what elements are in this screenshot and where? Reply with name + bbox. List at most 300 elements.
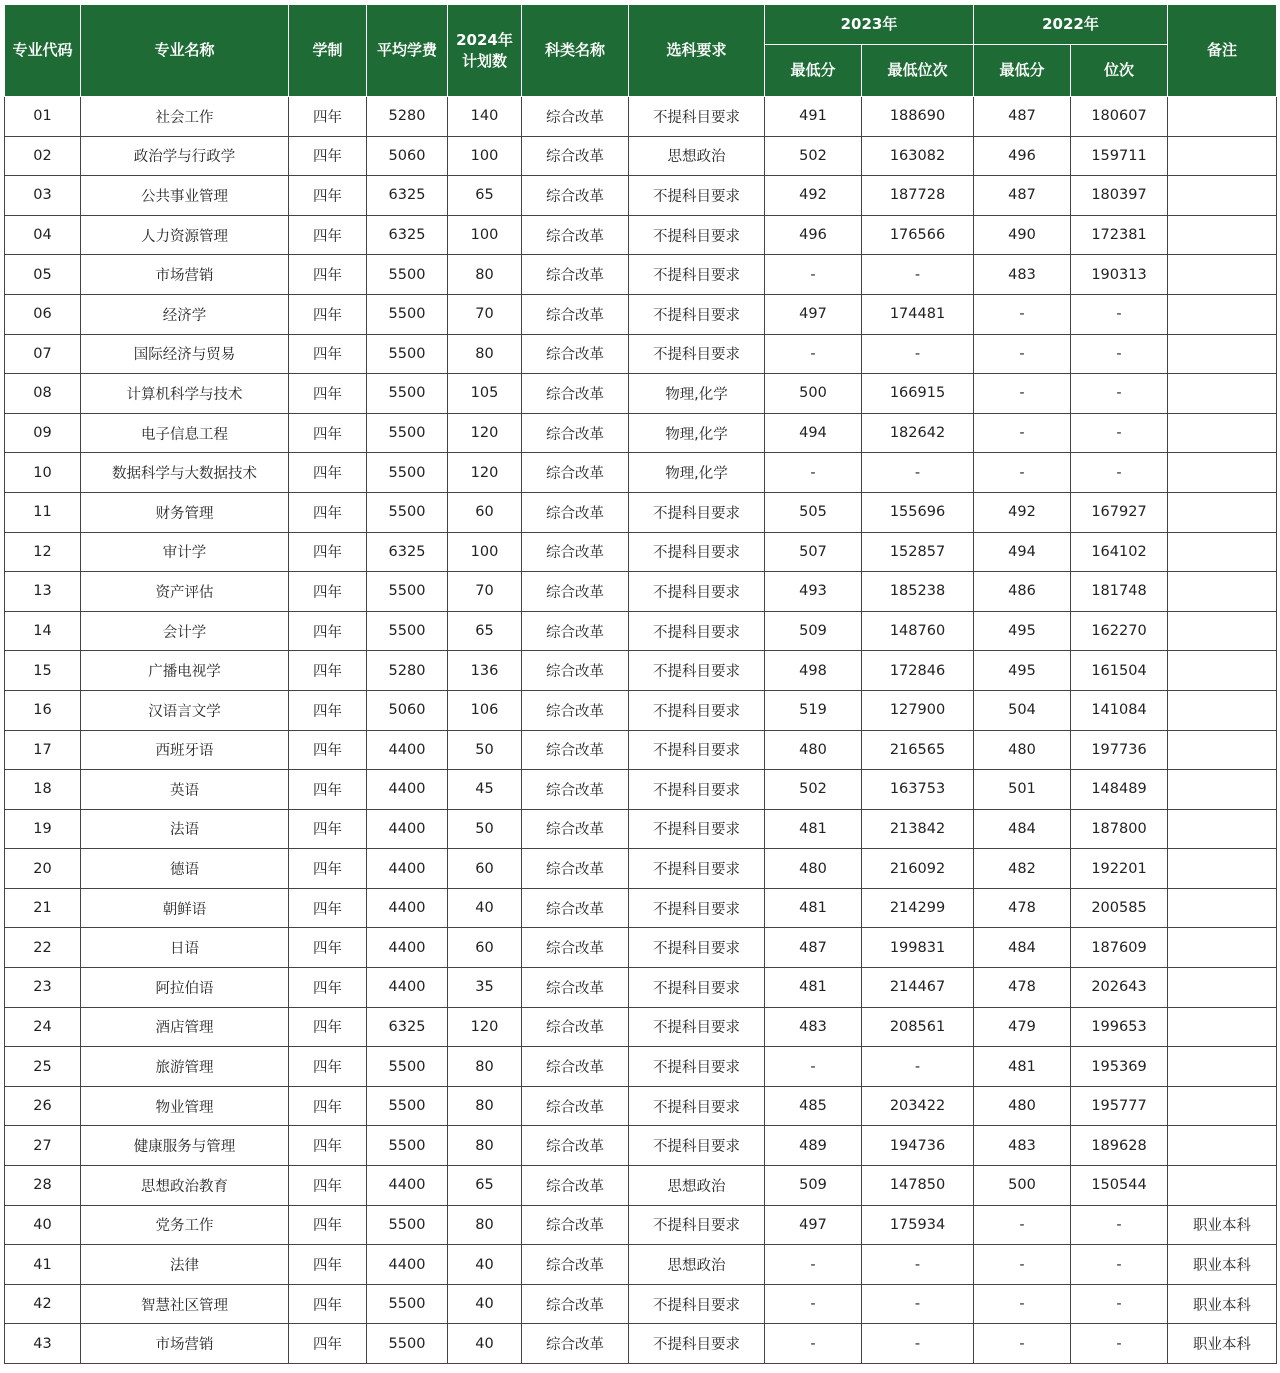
cell-subject: 不提科目要求 [629,770,765,810]
cell-code: 15 [5,651,81,691]
cell-min-rank-2023: - [862,453,974,493]
cell-min-score-2023: 485 [765,1086,862,1126]
cell-min-score-2023: 491 [765,97,862,137]
cell-code: 10 [5,453,81,493]
cell-min-score-2023: 481 [765,968,862,1008]
cell-min-score-2022: 501 [974,770,1071,810]
cell-name: 思想政治教育 [81,1166,289,1206]
cell-fee: 5500 [367,413,448,453]
cell-name: 数据科学与大数据技术 [81,453,289,493]
cell-min-rank-2023: 187728 [862,176,974,216]
header-rank-2022: 位次 [1071,45,1168,97]
cell-name: 智慧社区管理 [81,1284,289,1324]
cell-plan: 120 [448,1007,522,1047]
cell-category: 综合改革 [522,770,629,810]
cell-code: 20 [5,849,81,889]
cell-note [1168,888,1277,928]
header-plan [448,5,522,97]
cell-duration: 四年 [289,611,367,651]
cell-name: 广播电视学 [81,651,289,691]
cell-name: 阿拉伯语 [81,968,289,1008]
cell-plan: 60 [448,849,522,889]
table-row [5,968,1277,1008]
cell-min-score-2022: 487 [974,97,1071,137]
cell-fee: 5500 [367,334,448,374]
cell-rank-2022: 190313 [1071,255,1168,295]
cell-note [1168,651,1277,691]
cell-min-score-2022: - [974,294,1071,334]
cell-plan: 100 [448,215,522,255]
cell-category: 综合改革 [522,690,629,730]
cell-fee: 5500 [367,611,448,651]
cell-name: 酒店管理 [81,1007,289,1047]
cell-note: 职业本科 [1168,1205,1277,1245]
cell-min-rank-2023: - [862,1324,974,1364]
cell-fee: 4400 [367,1166,448,1206]
cell-note [1168,334,1277,374]
cell-min-rank-2023: 175934 [862,1205,974,1245]
cell-subject: 不提科目要求 [629,176,765,216]
cell-code: 09 [5,413,81,453]
cell-rank-2022: 200585 [1071,888,1168,928]
cell-min-score-2022: 478 [974,888,1071,928]
cell-subject: 不提科目要求 [629,334,765,374]
cell-min-score-2022: 486 [974,572,1071,612]
table-body [5,97,1277,1364]
cell-min-rank-2023: 163753 [862,770,974,810]
cell-category: 综合改革 [522,1007,629,1047]
cell-name: 计算机科学与技术 [81,374,289,414]
cell-category: 综合改革 [522,255,629,295]
cell-plan: 140 [448,97,522,137]
cell-fee: 4400 [367,888,448,928]
cell-name: 法律 [81,1245,289,1285]
cell-min-score-2023: 481 [765,809,862,849]
cell-plan: 50 [448,809,522,849]
cell-min-rank-2023: 147850 [862,1166,974,1206]
cell-name: 西班牙语 [81,730,289,770]
cell-min-rank-2023: - [862,255,974,295]
header-plan-line1: 2024年 [456,30,513,49]
admission-table [4,4,1277,1364]
cell-category: 综合改革 [522,374,629,414]
cell-plan: 105 [448,374,522,414]
cell-code: 04 [5,215,81,255]
cell-min-rank-2023: 216565 [862,730,974,770]
cell-duration: 四年 [289,651,367,691]
cell-rank-2022: 167927 [1071,492,1168,532]
cell-note [1168,1047,1277,1087]
cell-note [1168,176,1277,216]
cell-category: 综合改革 [522,1047,629,1087]
cell-category: 综合改革 [522,413,629,453]
cell-min-score-2023: 519 [765,690,862,730]
cell-subject: 不提科目要求 [629,572,765,612]
cell-subject: 不提科目要求 [629,968,765,1008]
cell-rank-2022: 180607 [1071,97,1168,137]
cell-duration: 四年 [289,572,367,612]
cell-duration: 四年 [289,215,367,255]
cell-rank-2022: 141084 [1071,690,1168,730]
cell-subject: 思想政治 [629,136,765,176]
cell-fee: 5060 [367,136,448,176]
cell-subject: 不提科目要求 [629,690,765,730]
cell-rank-2022: 150544 [1071,1166,1168,1206]
header-name: 专业名称 [81,5,289,97]
table-row [5,1166,1277,1206]
cell-name: 电子信息工程 [81,413,289,453]
cell-min-score-2022: - [974,453,1071,493]
table-row [5,849,1277,889]
cell-category: 综合改革 [522,1205,629,1245]
cell-min-score-2023: 507 [765,532,862,572]
cell-min-score-2023: 481 [765,888,862,928]
header-year-2022: 2022年 [974,5,1168,45]
cell-plan: 80 [448,334,522,374]
header-fee: 平均学费 [367,5,448,97]
cell-category: 综合改革 [522,453,629,493]
cell-duration: 四年 [289,1205,367,1245]
cell-fee: 4400 [367,928,448,968]
cell-fee: 5500 [367,572,448,612]
cell-code: 12 [5,532,81,572]
cell-plan: 65 [448,176,522,216]
cell-note [1168,136,1277,176]
table-row [5,453,1277,493]
header-min-score-2023: 最低分 [765,45,862,97]
cell-plan: 80 [448,1086,522,1126]
cell-min-rank-2023: - [862,1245,974,1285]
cell-plan: 40 [448,1245,522,1285]
table-row [5,1205,1277,1245]
cell-min-score-2022: 479 [974,1007,1071,1047]
header-note: 备注 [1168,5,1277,97]
cell-fee: 5500 [367,1324,448,1364]
table-row [5,294,1277,334]
cell-note: 职业本科 [1168,1284,1277,1324]
table-row [5,730,1277,770]
cell-name: 朝鲜语 [81,888,289,928]
cell-subject: 不提科目要求 [629,1284,765,1324]
cell-name: 政治学与行政学 [81,136,289,176]
cell-duration: 四年 [289,1284,367,1324]
cell-min-score-2023: 492 [765,176,862,216]
cell-code: 22 [5,928,81,968]
cell-name: 国际经济与贸易 [81,334,289,374]
cell-name: 党务工作 [81,1205,289,1245]
cell-min-score-2022: 495 [974,651,1071,691]
cell-rank-2022: - [1071,334,1168,374]
cell-min-rank-2023: 185238 [862,572,974,612]
cell-note [1168,255,1277,295]
table-row [5,97,1277,137]
cell-name: 物业管理 [81,1086,289,1126]
cell-subject: 不提科目要求 [629,809,765,849]
cell-note [1168,97,1277,137]
table-row [5,572,1277,612]
cell-min-score-2022: - [974,1205,1071,1245]
cell-note [1168,215,1277,255]
cell-name: 市场营销 [81,255,289,295]
cell-rank-2022: 181748 [1071,572,1168,612]
cell-fee: 5500 [367,374,448,414]
cell-min-score-2022: 492 [974,492,1071,532]
cell-fee: 6325 [367,215,448,255]
header-min-score-2022: 最低分 [974,45,1071,97]
cell-min-score-2023: 497 [765,1205,862,1245]
cell-plan: 120 [448,413,522,453]
cell-min-score-2022: 483 [974,255,1071,295]
cell-category: 综合改革 [522,572,629,612]
cell-min-score-2023: 505 [765,492,862,532]
cell-category: 综合改革 [522,1086,629,1126]
cell-subject: 不提科目要求 [629,215,765,255]
cell-note [1168,1126,1277,1166]
cell-name: 公共事业管理 [81,176,289,216]
cell-category: 综合改革 [522,968,629,1008]
table-row [5,1126,1277,1166]
cell-min-rank-2023: 166915 [862,374,974,414]
cell-duration: 四年 [289,136,367,176]
cell-note [1168,968,1277,1008]
cell-code: 19 [5,809,81,849]
cell-plan: 60 [448,928,522,968]
cell-min-rank-2023: - [862,1284,974,1324]
cell-min-score-2022: 490 [974,215,1071,255]
cell-code: 11 [5,492,81,532]
cell-fee: 5060 [367,690,448,730]
cell-min-score-2022: 495 [974,611,1071,651]
cell-fee: 5500 [367,1205,448,1245]
cell-rank-2022: - [1071,374,1168,414]
cell-duration: 四年 [289,413,367,453]
cell-min-rank-2023: 174481 [862,294,974,334]
cell-min-rank-2023: 194736 [862,1126,974,1166]
cell-plan: 65 [448,1166,522,1206]
cell-name: 社会工作 [81,97,289,137]
cell-fee: 4400 [367,849,448,889]
cell-code: 24 [5,1007,81,1047]
cell-rank-2022: 187800 [1071,809,1168,849]
cell-code: 21 [5,888,81,928]
cell-code: 01 [5,97,81,137]
cell-category: 综合改革 [522,1245,629,1285]
cell-duration: 四年 [289,968,367,1008]
cell-note [1168,1086,1277,1126]
cell-min-score-2023: 498 [765,651,862,691]
cell-code: 41 [5,1245,81,1285]
cell-plan: 80 [448,1047,522,1087]
cell-code: 43 [5,1324,81,1364]
cell-min-score-2022: - [974,334,1071,374]
cell-note [1168,572,1277,612]
cell-fee: 4400 [367,809,448,849]
cell-rank-2022: 162270 [1071,611,1168,651]
cell-category: 综合改革 [522,176,629,216]
cell-fee: 5500 [367,1284,448,1324]
cell-code: 27 [5,1126,81,1166]
cell-category: 综合改革 [522,730,629,770]
cell-plan: 40 [448,888,522,928]
cell-category: 综合改革 [522,294,629,334]
cell-duration: 四年 [289,453,367,493]
cell-fee: 5500 [367,1047,448,1087]
cell-min-score-2023: 502 [765,770,862,810]
cell-min-rank-2023: 216092 [862,849,974,889]
cell-duration: 四年 [289,888,367,928]
cell-note [1168,453,1277,493]
cell-subject: 不提科目要求 [629,492,765,532]
cell-fee: 4400 [367,730,448,770]
header-subject: 选科要求 [629,5,765,97]
cell-duration: 四年 [289,532,367,572]
table-row [5,1245,1277,1285]
cell-name: 市场营销 [81,1324,289,1364]
cell-name: 汉语言文学 [81,690,289,730]
cell-fee: 5500 [367,294,448,334]
cell-min-score-2022: 481 [974,1047,1071,1087]
cell-rank-2022: - [1071,453,1168,493]
cell-min-score-2022: 496 [974,136,1071,176]
cell-plan: 120 [448,453,522,493]
cell-min-rank-2023: 172846 [862,651,974,691]
cell-min-score-2023: - [765,255,862,295]
cell-fee: 5500 [367,255,448,295]
cell-category: 综合改革 [522,849,629,889]
cell-note [1168,809,1277,849]
cell-plan: 100 [448,136,522,176]
table-row [5,809,1277,849]
cell-subject: 不提科目要求 [629,611,765,651]
cell-rank-2022: - [1071,1324,1168,1364]
table-row [5,1284,1277,1324]
cell-duration: 四年 [289,1126,367,1166]
cell-min-score-2022: 480 [974,730,1071,770]
cell-fee: 5500 [367,1086,448,1126]
cell-min-rank-2023: 199831 [862,928,974,968]
cell-category: 综合改革 [522,97,629,137]
cell-fee: 5500 [367,453,448,493]
cell-plan: 65 [448,611,522,651]
cell-rank-2022: - [1071,1205,1168,1245]
cell-category: 综合改革 [522,215,629,255]
cell-name: 德语 [81,849,289,889]
table-row [5,532,1277,572]
cell-fee: 5280 [367,97,448,137]
cell-note: 职业本科 [1168,1245,1277,1285]
cell-rank-2022: 159711 [1071,136,1168,176]
cell-plan: 45 [448,770,522,810]
cell-duration: 四年 [289,730,367,770]
cell-note [1168,413,1277,453]
table-row [5,215,1277,255]
cell-plan: 80 [448,1205,522,1245]
cell-note [1168,294,1277,334]
cell-code: 17 [5,730,81,770]
cell-category: 综合改革 [522,1324,629,1364]
table-header [5,5,1277,97]
cell-subject: 不提科目要求 [629,849,765,889]
cell-code: 14 [5,611,81,651]
cell-min-rank-2023: 188690 [862,97,974,137]
cell-min-score-2023: 493 [765,572,862,612]
table-row [5,334,1277,374]
cell-code: 03 [5,176,81,216]
cell-min-rank-2023: 176566 [862,215,974,255]
cell-plan: 80 [448,255,522,295]
cell-min-score-2023: 500 [765,374,862,414]
cell-note [1168,1007,1277,1047]
cell-category: 综合改革 [522,928,629,968]
cell-code: 16 [5,690,81,730]
cell-name: 经济学 [81,294,289,334]
cell-category: 综合改革 [522,1166,629,1206]
cell-plan: 106 [448,690,522,730]
cell-subject: 不提科目要求 [629,1007,765,1047]
cell-subject: 思想政治 [629,1245,765,1285]
cell-subject: 不提科目要求 [629,928,765,968]
cell-rank-2022: 164102 [1071,532,1168,572]
cell-plan: 70 [448,572,522,612]
cell-min-score-2022: 494 [974,532,1071,572]
cell-code: 28 [5,1166,81,1206]
cell-plan: 60 [448,492,522,532]
cell-subject: 不提科目要求 [629,532,765,572]
cell-category: 综合改革 [522,809,629,849]
table-row [5,492,1277,532]
cell-rank-2022: - [1071,1284,1168,1324]
table-row [5,770,1277,810]
cell-note [1168,928,1277,968]
admission-table-container [4,4,1276,1364]
cell-plan: 40 [448,1284,522,1324]
cell-name: 会计学 [81,611,289,651]
cell-name: 健康服务与管理 [81,1126,289,1166]
cell-fee: 6325 [367,176,448,216]
cell-min-rank-2023: 214467 [862,968,974,1008]
cell-fee: 5500 [367,1126,448,1166]
cell-name: 法语 [81,809,289,849]
cell-subject: 不提科目要求 [629,1086,765,1126]
cell-rank-2022: 192201 [1071,849,1168,889]
table-row [5,1007,1277,1047]
cell-min-score-2022: 480 [974,1086,1071,1126]
cell-subject: 不提科目要求 [629,97,765,137]
cell-min-score-2023: 489 [765,1126,862,1166]
table-row [5,374,1277,414]
cell-duration: 四年 [289,374,367,414]
cell-rank-2022: 187609 [1071,928,1168,968]
cell-category: 综合改革 [522,1284,629,1324]
cell-min-score-2023: - [765,1245,862,1285]
cell-min-score-2023: - [765,1324,862,1364]
cell-min-score-2022: 478 [974,968,1071,1008]
cell-code: 06 [5,294,81,334]
cell-name: 审计学 [81,532,289,572]
cell-fee: 6325 [367,1007,448,1047]
cell-min-score-2023: - [765,1284,862,1324]
header-code: 专业代码 [5,5,81,97]
cell-min-score-2023: - [765,453,862,493]
table-row [5,255,1277,295]
cell-duration: 四年 [289,690,367,730]
cell-category: 综合改革 [522,492,629,532]
table-row [5,176,1277,216]
cell-subject: 不提科目要求 [629,888,765,928]
cell-duration: 四年 [289,809,367,849]
cell-code: 42 [5,1284,81,1324]
cell-category: 综合改革 [522,651,629,691]
